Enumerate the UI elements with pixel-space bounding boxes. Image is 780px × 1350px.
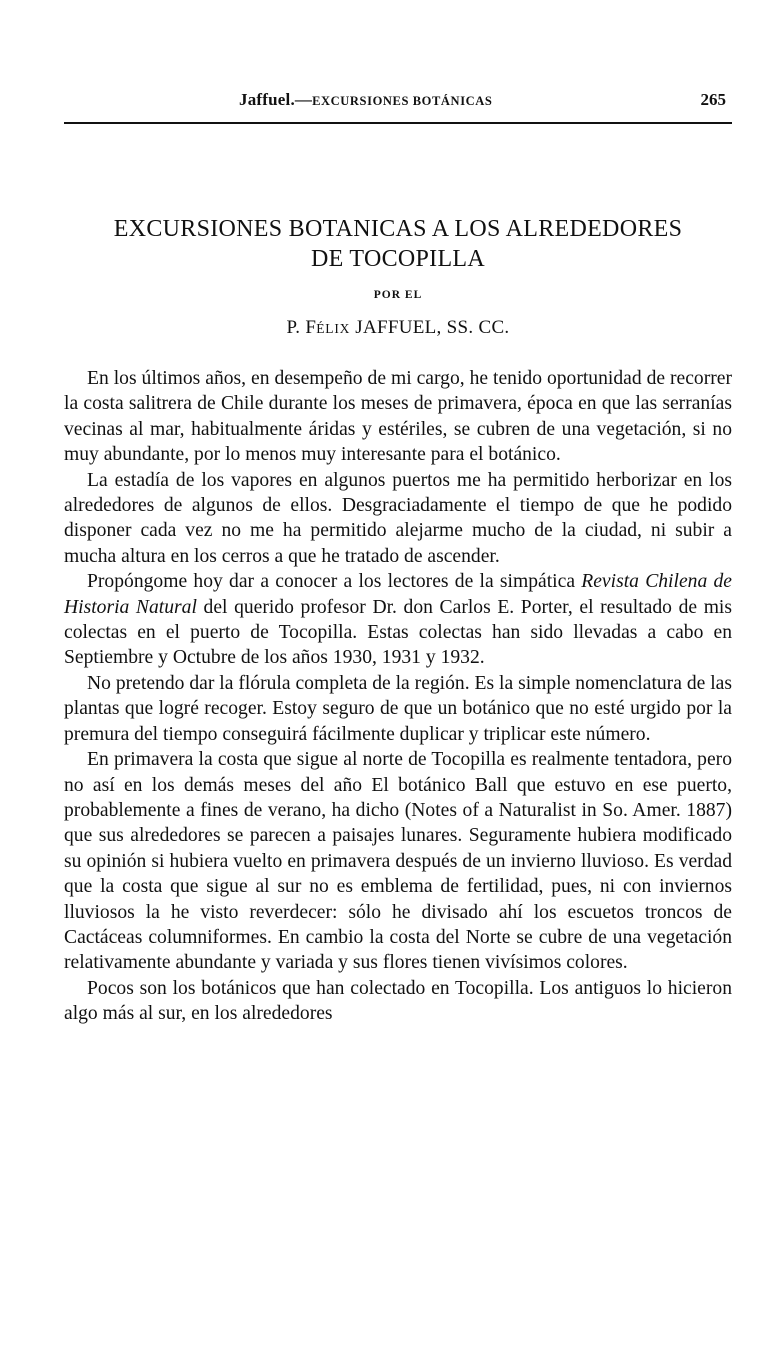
paragraph-1: En los últimos años, en desempeño de mi cargo, he tenido oportunidad de recorrer la costa salitrera de Chile durante los meses de primavera, época en que las serranías vecinas al mar, habitualmente áridas y estériles, se cubren de una vegetación, si no muy abundante, por lo menos muy interesante para el botánico. bbox=[64, 368, 732, 466]
running-head bbox=[64, 90, 732, 120]
paragraph-3-after: del querido profesor Dr. don Carlos E. Porter, el resultado de mis colectas en el puerto de Tocopilla. Estas colectas han sido llevadas a cabo en Septiembre y Octubre de los años 1930, 1931 y 1932. bbox=[64, 596, 733, 669]
paragraph-5: En primavera la costa que sigue al norte de Tocopilla es realmente tentadora, pero no así en los demás meses del año El botánico Ball que estuvo en ese puerto, probablemente a fines de verano, ha dicho (Notes of a Naturalist in So. Amer. 1887) que sus alrededores se parecen a paisajes lunares. Seguramente hubiera modificado su opinión si hubiera vuelto en primavera después de un invierno lluvioso. Es verdad que la costa que sigue al sur no es emblema de fertilidad, pues, ni con inviernos lluviosos la he visto reverdecer: sólo he divisado ahí los escuetos troncos de Cactáceas columniformes. En cambio la costa del Norte se cubre de una vegetación relativamente abundante y variada y sus flores tienen vivísimos colores. bbox=[64, 749, 732, 974]
author-rest: JAFFUEL, SS. CC. bbox=[350, 317, 510, 338]
page-number: 265 bbox=[700, 90, 726, 109]
header-rule bbox=[64, 122, 732, 124]
paragraph-3 bbox=[64, 569, 732, 671]
article-title-line-1: EXCURSIONES BOTANICAS A LOS ALREDEDORES bbox=[113, 216, 683, 242]
article-title-line-2: DE TOCOPILLA bbox=[310, 246, 486, 272]
running-head-author: Jaffuel. bbox=[239, 90, 295, 109]
article-body bbox=[64, 366, 732, 1027]
paragraph-3-before: Propóngome hoy dar a conocer a los lectores de la simpática bbox=[87, 571, 582, 593]
paragraph-4: No pretendo dar la flórula completa de la región. Es la simple nomenclatura de las plantas que logré recoger. Estoy seguro de que un botánico que no esté urgido por la premura del tiempo conseguirá fácilmente duplicar y triplicar este número. bbox=[64, 672, 732, 745]
journal-title-italic: Revista Chilena de Historia Natural bbox=[64, 571, 732, 618]
author-first-rest: ÉLIX bbox=[316, 321, 351, 336]
running-head-separator: — bbox=[294, 90, 313, 109]
article-author bbox=[64, 317, 732, 339]
author-prefix: P. F bbox=[286, 317, 317, 338]
running-head-title bbox=[239, 90, 492, 110]
article-title bbox=[64, 214, 732, 274]
paragraph-6: Pocos son los botánicos que han colectado en Tocopilla. Los antiguos lo hicieron algo más al sur, en los alrededores bbox=[64, 977, 732, 1025]
paragraph-2: La estadía de los vapores en algunos puertos me ha permitido herborizar en los alrededores de algunos de ellos. Desgraciadamente el tiempo de que he podido disponer cada vez no me ha permitido alejarme mucho de la ciudad, ni subir a mucha altura en los cerros a que he tratado de ascender. bbox=[64, 469, 732, 567]
byline-por: POR EL bbox=[373, 289, 423, 301]
journal-page bbox=[64, 0, 732, 1350]
running-head-section: EXCURSIONES BOTÁNICAS bbox=[312, 94, 493, 108]
